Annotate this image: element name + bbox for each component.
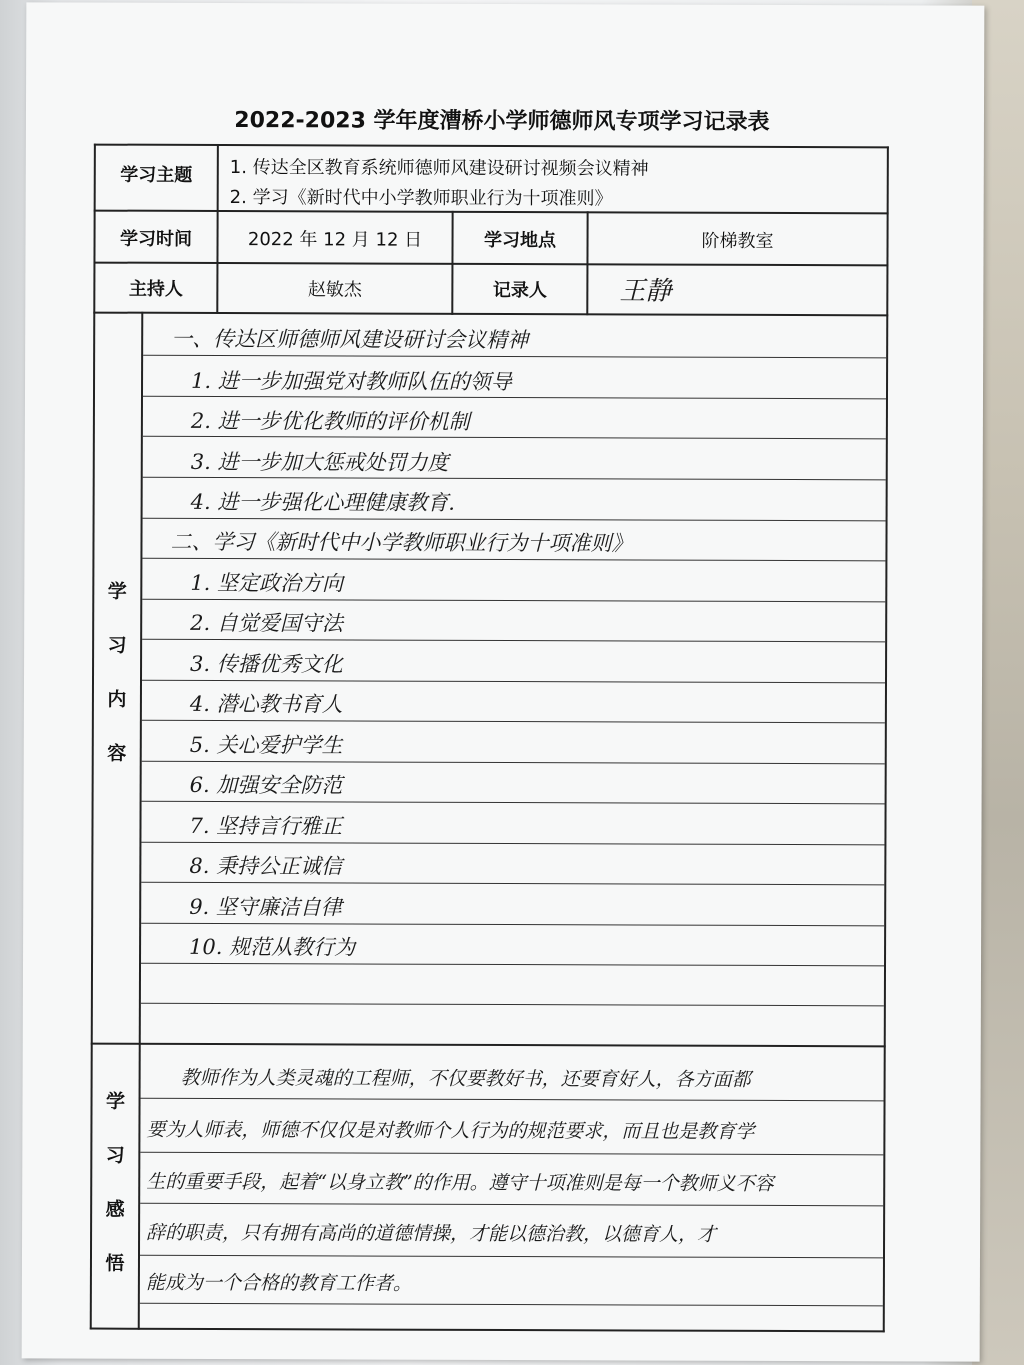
ruled-line — [143, 436, 886, 440]
ruled-line — [141, 923, 884, 927]
content-item: 2. 进一步优化教师的评价机制 — [190, 408, 470, 434]
ruled-line — [142, 599, 885, 603]
content-item: 3. 进一步加大惩戒处罚力度 — [190, 449, 449, 475]
row-divider — [93, 312, 888, 317]
row-divider — [93, 262, 888, 267]
reflection-label-char: 感 — [105, 1198, 125, 1221]
table-border-left — [90, 144, 96, 1330]
ruled-line — [143, 355, 886, 359]
column-divider — [138, 312, 144, 1330]
ruled-line — [142, 558, 885, 562]
ruled-line — [142, 639, 885, 643]
table-border-right — [883, 146, 889, 1332]
content-item: 8. 秉持公正诚信 — [189, 853, 343, 879]
ruled-line — [141, 842, 884, 846]
ruled-line — [140, 1203, 883, 1207]
ruled-line — [140, 1303, 883, 1307]
content-item: 1. 进一步加强党对教师队伍的领导 — [191, 368, 512, 395]
ruled-line — [141, 1098, 884, 1102]
topic-line-2: 2. 学习《新时代中小学教师职业行为十项准则》 — [229, 187, 613, 210]
content-item: 4. 进一步强化心理健康教育. — [190, 489, 456, 515]
ruled-line — [140, 1152, 883, 1156]
ruled-line — [143, 477, 886, 481]
ruled-line — [142, 720, 885, 724]
reflection-label — [100, 1075, 131, 1291]
time-value: 2022 年 12 月 12 日 — [247, 229, 423, 251]
ruled-line — [142, 680, 885, 684]
recorder-signature: 王静 — [619, 276, 672, 307]
host-label: 主持人 — [128, 278, 183, 300]
ruled-line — [142, 761, 885, 765]
reflection-line: 要为人师表，师德不仅仅是对教师个人行为的规范要求，而且也是教育学 — [146, 1118, 755, 1143]
content-item: 2. 自觉爱国守法 — [190, 610, 343, 636]
reflection-line: 能成为一个合格的教育工作者。 — [145, 1271, 412, 1295]
row-divider — [94, 210, 889, 215]
table-border-bottom — [90, 1328, 885, 1333]
content-heading-2: 二、学习《新时代中小学教师职业行为十项准则》 — [170, 529, 633, 556]
row-divider — [91, 1043, 886, 1048]
time-label: 学习时间 — [120, 228, 193, 250]
content-item: 1. 坚定政治方向 — [190, 570, 344, 596]
content-item: 7. 坚持言行雅正 — [189, 813, 343, 839]
ruled-line — [143, 396, 886, 400]
content-item: 10. 规范从教行为 — [189, 934, 356, 960]
ruled-line — [143, 518, 886, 522]
content-item: 5. 关心爱护学生 — [189, 732, 343, 758]
topic-label: 学习主题 — [120, 164, 193, 186]
table-border-top — [94, 144, 889, 149]
reflection-label-char: 学 — [105, 1090, 126, 1113]
content-label-char: 内 — [107, 688, 127, 711]
ruled-line — [141, 963, 884, 967]
content-item: 4. 潜心教书育人 — [189, 691, 343, 717]
content-item: 6. 加强安全防范 — [189, 772, 343, 798]
reflection-label-char: 习 — [105, 1144, 125, 1167]
reflection-line: 辞的职责，只有拥有高尚的道德情操，才能以德治教，以德育人，才 — [146, 1221, 717, 1246]
host-value: 赵敏杰 — [307, 279, 362, 301]
ruled-line — [140, 1255, 883, 1259]
content-label-char: 习 — [107, 634, 127, 657]
record-sheet — [22, 2, 985, 1361]
reflection-line: 教师作为人类灵魂的工程师，不仅要教好书，还要育好人，各方面都 — [180, 1066, 751, 1091]
ruled-line — [141, 882, 884, 886]
ruled-line — [141, 1003, 884, 1007]
content-item: 3. 传播优秀文化 — [190, 651, 343, 677]
recorder-label: 记录人 — [492, 279, 547, 302]
content-label-char: 容 — [107, 742, 127, 765]
page-title: 2022-2023 学年度漕桥小学师德师风专项学习记录表 — [234, 108, 770, 135]
place-value: 阶梯教室 — [701, 230, 774, 252]
topic-line-1: 1. 传达全区教育系统师德师风建设研讨视频会议精神 — [229, 157, 649, 180]
content-item: 9. 坚守廉洁自律 — [189, 894, 342, 920]
content-label — [102, 565, 133, 781]
place-label: 学习地点 — [484, 229, 557, 252]
content-label-char: 学 — [107, 580, 127, 603]
reflection-line: 生的重要手段，起着“以身立教”的作用。遵守十项准则是每一个教师义不容 — [146, 1170, 774, 1195]
content-heading-1: 一、传达区师德师风建设研讨会议精神 — [171, 326, 529, 353]
reflection-label-char: 悟 — [105, 1252, 125, 1275]
ruled-line — [142, 801, 885, 805]
